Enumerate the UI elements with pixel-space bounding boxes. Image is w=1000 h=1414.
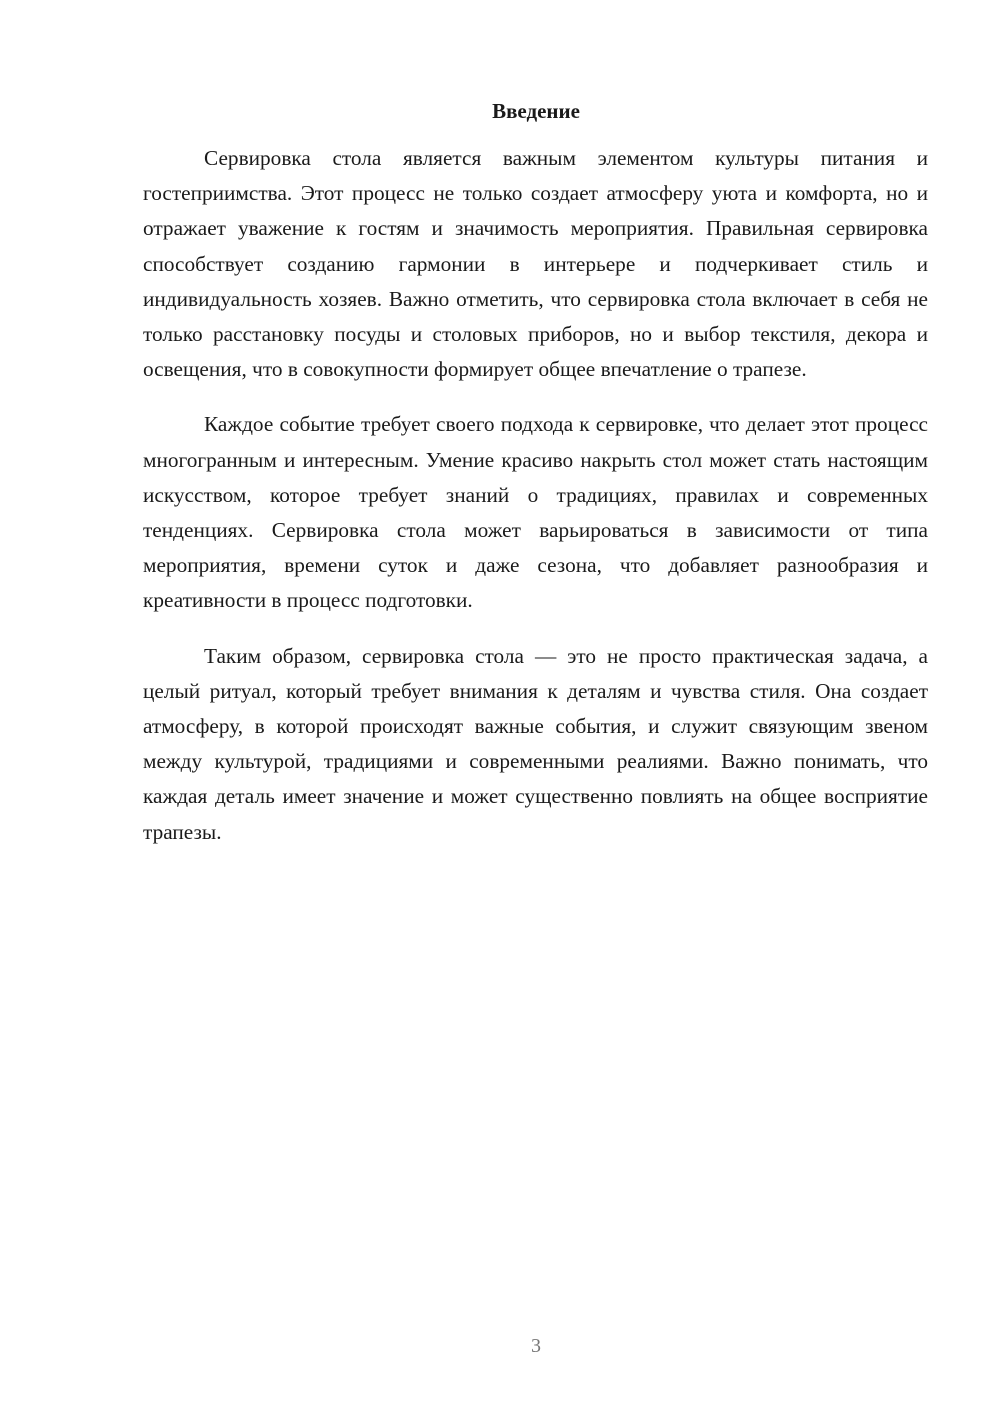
body-text <box>143 141 928 870</box>
section-heading: Введение <box>492 99 580 123</box>
paragraph-2: Каждое событие требует своего подхода к сервировке, что делает этот процесс многогранным и интересным. Умение красиво накрыть стол может стать настоящим искусством, которое требует знаний о традициях, правилах и современных тенденциях. Сервировка стола может варьироваться в зависимости от типа мероприятия, времени суток и даже сезона, что добавляет разнообразия и креативности в процесс подготовки. <box>143 412 928 613</box>
page-number: 3 <box>531 1335 541 1357</box>
paragraph-1: Сервировка стола является важным элементом культуры питания и гостеприимства. Этот процесс не только создает атмосферу уюта и комфорта, но и отражает уважение к гостям и значимость мероприятия. Правильная сервировка способствует созданию гармонии в интерьере и подчеркивает стиль и индивидуальность хозяев. Важно отметить, что сервировка стола включает в себя не только расстановку посуды и столовых приборов, но и выбор текстиля, декора и освещения, что в совокупности формирует общее впечатление о трапезе. <box>143 146 928 382</box>
paragraph-3: Таким образом, сервировка стола — это не просто практическая задача, а целый ритуал, который требует внимания к деталям и чувства стиля. Она создает атмосферу, в которой происходят важные события, и служит связующим звеном между культурой, традициями и современными реалиями. Важно понимать, что каждая деталь имеет значение и может существенно повлиять на общее восприятие трапезы. <box>143 643 928 844</box>
